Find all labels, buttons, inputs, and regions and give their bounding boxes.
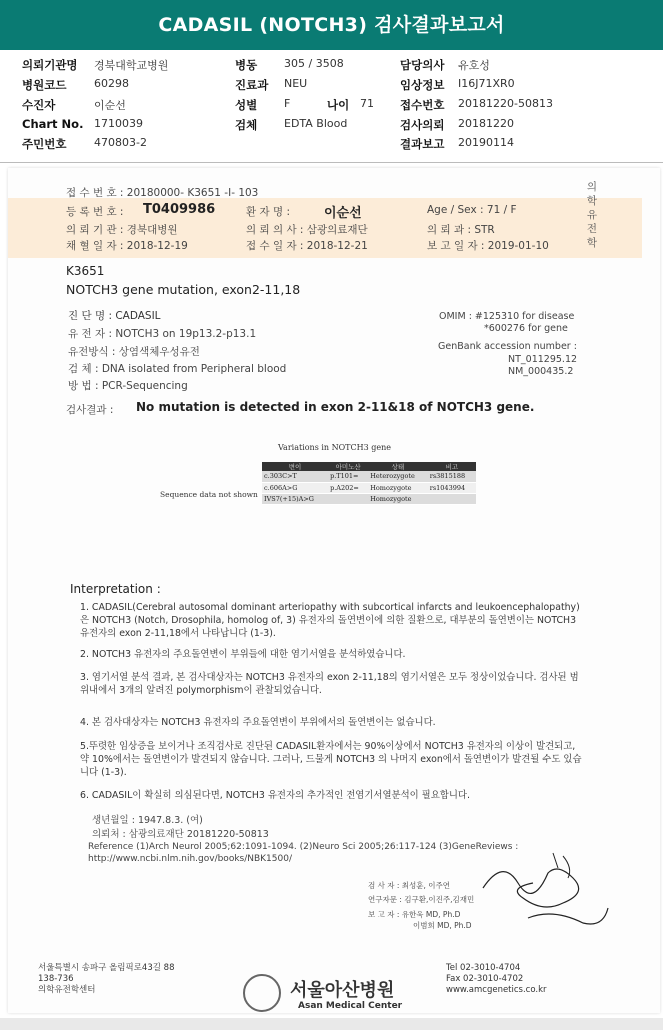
- reference: Reference (1)Arch Neurol 2005;62:1091-1094. (2)Neuro Sci 2005;26:117-124 (3)GeneReviews :: [88, 842, 519, 852]
- genbank-nm: NM_000435.2: [508, 366, 574, 377]
- value-sex: F: [284, 97, 291, 110]
- interpretation-3: 3. 염기서열 분석 결과, 본 검사대상자는 NOTCH3 유전자의 exon 2-11,18의 염기서열은 모두 정상이었습니다. 검사된 범위내에서 3개의 알려진 polymorphism이 관찰되었습니다.: [80, 672, 579, 696]
- value-resident-no: 470803-2: [94, 136, 147, 149]
- genbank-label: GenBank accession number :: [438, 341, 577, 352]
- reg-number: T0409986: [143, 202, 216, 217]
- interpretation-title: Interpretation :: [70, 582, 161, 596]
- collection-date: 채 혈 일 자 : 2018-12-19: [66, 240, 188, 252]
- method: 방 법 : PCR-Sequencing: [68, 380, 188, 392]
- requesting-org: 의 뢰 기 관 : 경북대병원: [66, 224, 178, 236]
- genbank-nt: NT_011295.12: [508, 354, 578, 365]
- value-ward: 305 / 3508: [284, 57, 344, 70]
- omim-disease: OMIM : #125310 for disease: [439, 311, 575, 322]
- variations-title: Variations in NOTCH3 gene: [278, 443, 391, 452]
- label-hospital-code: 병원코드: [22, 78, 67, 92]
- bottom-strip: [0, 1018, 663, 1030]
- divider: [0, 162, 663, 163]
- var-header: 비고: [428, 462, 476, 471]
- report-title: CADASIL (NOTCH3) 검사결과보고서: [158, 14, 505, 36]
- reference-url: http://www.ncbi.nlm.nih.gov/books/NBK1500/: [88, 854, 292, 864]
- side-char: 학: [586, 237, 598, 249]
- var-cell: p.A202=: [328, 482, 368, 493]
- birth-date: 생년월일 : 1947.8.3. (여): [92, 815, 203, 826]
- asan-foundation-logo: [243, 974, 281, 1012]
- requesting-dept: 의 뢰 과 : STR: [427, 224, 495, 236]
- label-specimen: 검체: [235, 118, 258, 132]
- value-request-org: 경북대학교병원: [94, 59, 169, 72]
- reporter: 보 고 자 : 유한욱 MD, Ph.D: [368, 910, 461, 919]
- age-sex: Age / Sex : 71 / F: [427, 204, 517, 216]
- report-banner: [0, 0, 663, 50]
- interpretation-6: 6. CADASIL이 확실히 의심된다면, NOTCH3 유전자의 추가적인 전염기서열분석이 필요합니다.: [80, 790, 470, 801]
- requester: 의뢰처 : 삼광의료재단 20181220-50813: [92, 829, 269, 840]
- telephone: Tel 02-3010-4704: [446, 963, 521, 973]
- receipt-number: 접 수 번 호 : 20180000- K3651 -I- 103: [66, 187, 259, 199]
- website: www.amcgenetics.co.kr: [446, 985, 547, 995]
- interpretation-1: 1. CADASIL(Cerebral autosomal dominant arteriopathy with subcortical infarcts and leukoencephalopathy)은 NOTCH3 (Notch, Drosophila, homolog of, 3) 유전자의 돌연변이에 의한 질환으로, 대부분의 돌연변이는 NOTCH3 유전자의 exon 2-11,18에서 나타납니다 (1-3).: [80, 602, 580, 639]
- reporter-2: 이범희 MD, Ph.D: [413, 921, 472, 930]
- reg-label: 등 록 번 호 :: [66, 206, 124, 218]
- value-result-report: 20190114: [458, 136, 514, 149]
- side-char: 의: [586, 181, 598, 193]
- test-code: K3651: [66, 264, 105, 278]
- variations-table: [262, 462, 476, 505]
- side-department-label: [585, 180, 599, 250]
- receipt-date: 접 수 일 자 : 2018-12-21: [246, 240, 368, 252]
- gene: 유 전 자 : NOTCH3 on 19p13.2-p13.1: [68, 328, 257, 340]
- label-sex: 성별: [235, 98, 258, 112]
- omim-gene: *600276 for gene: [484, 323, 568, 334]
- result-label: 검사결과 :: [66, 404, 114, 416]
- label-chart-no: Chart No.: [22, 117, 84, 131]
- report-date: 보 고 일 자 : 2019-01-10: [427, 240, 549, 252]
- signature-scribble: [463, 848, 613, 938]
- var-cell: p.T101=: [328, 471, 368, 482]
- address-line-3: 의학유전학센터: [38, 985, 96, 995]
- result-value: No mutation is detected in exon 2-11&18 of NOTCH3 gene.: [136, 400, 535, 414]
- label-patient: 수진자: [22, 98, 56, 112]
- value-department: NEU: [284, 77, 308, 90]
- specimen: 검 체 : DNA isolated from Peripheral blood: [68, 363, 287, 375]
- var-cell: IVS7(+15)A>G: [262, 493, 328, 504]
- label-resident-no: 주민번호: [22, 137, 67, 151]
- value-age: 71: [360, 97, 374, 110]
- inheritance: 유전방식 : 상염색체우성유전: [68, 346, 200, 358]
- side-char: 유: [586, 209, 598, 221]
- var-cell: c.303C>T: [262, 471, 328, 482]
- var-cell: rs1043994: [428, 482, 476, 493]
- value-patient: 이순선: [94, 99, 126, 112]
- label-clinical-info: 임상정보: [400, 78, 445, 92]
- var-cell: rs3815188: [428, 471, 476, 482]
- side-char: 학: [586, 195, 598, 207]
- value-chart-no: 1710039: [94, 117, 143, 130]
- scanned-report-sheet: [8, 168, 660, 1013]
- value-test-request: 20181220: [458, 117, 514, 130]
- label-department: 진료과: [235, 78, 269, 92]
- label-result-report: 결과보고: [400, 137, 445, 151]
- label-ward: 병동: [235, 58, 258, 72]
- label-test-request: 검사의뢰: [400, 118, 445, 132]
- interpretation-2: 2. NOTCH3 유전자의 주요돌연변이 부위들에 대한 염기서열을 분석하였습니다.: [80, 649, 406, 660]
- address-line-2: 138-736: [38, 974, 74, 984]
- value-clinical-info: I16J71XR0: [458, 77, 515, 90]
- label-request-org: 의뢰기관명: [22, 58, 78, 72]
- label-receipt-no: 접수번호: [400, 98, 445, 112]
- requesting-doctor: 의 뢰 의 사 : 삼광의료재단: [246, 224, 368, 236]
- value-specimen: EDTA Blood: [284, 117, 348, 130]
- value-hospital-code: 60298: [94, 77, 129, 90]
- label-age: 나이: [327, 98, 350, 112]
- value-doctor: 유호성: [458, 59, 490, 72]
- var-cell: c.606A>G: [262, 482, 328, 493]
- var-cell: Homozygote: [368, 482, 428, 493]
- research-advisors: 연구자문 : 김구환,이진주,김재민: [368, 895, 475, 904]
- var-header: 상태: [368, 462, 428, 471]
- interpretation-4: 4. 본 검사대상자는 NOTCH3 유전자의 주요돌연변이 부위에서의 돌연변이는 없습니다.: [80, 717, 436, 728]
- test-name: NOTCH3 gene mutation, exon2-11,18: [66, 282, 301, 297]
- hospital-name-english: Asan Medical Center: [298, 1001, 403, 1011]
- side-char: 전: [586, 223, 598, 235]
- var-cell: [428, 493, 476, 504]
- label-doctor: 담당의사: [400, 58, 445, 72]
- table-row: [262, 482, 476, 493]
- table-row: [262, 493, 476, 504]
- address-line-1: 서울특별시 송파구 올림픽로43길 88: [38, 963, 175, 973]
- patient-name: 이순선: [324, 206, 362, 221]
- var-header: 아미노산: [328, 462, 368, 471]
- hospital-name-korean: 서울아산병원: [290, 980, 395, 1001]
- var-header: 변이: [262, 462, 328, 471]
- interpretation-5: 5.뚜렷한 임상증을 보이거나 조직검사로 진단된 CADASIL환자에서는 90%이상에서 NOTCH3 유전자의 이상이 발견되고, 약 10%에서는 돌연변이가 발견되지 않습니다. 그러나, 드물게 NOTCH3 의 나머지 exon에서 돌연변이가 발견될 수도 있습니다 (1-3).: [80, 741, 582, 778]
- patient-name-label: 환 자 명 :: [246, 206, 290, 218]
- diagnosis: 진 단 명 : CADASIL: [68, 310, 161, 322]
- examiner: 검 사 자 : 최성훈, 이주연: [368, 881, 451, 890]
- var-cell: Heterozygote: [368, 471, 428, 482]
- fax: Fax 02-3010-4702: [446, 974, 524, 984]
- var-cell: [328, 493, 368, 504]
- table-row: [262, 471, 476, 482]
- var-cell: Homozygote: [368, 493, 428, 504]
- value-receipt-no: 20181220-50813: [458, 97, 553, 110]
- sequence-note: Sequence data not shown: [160, 490, 258, 499]
